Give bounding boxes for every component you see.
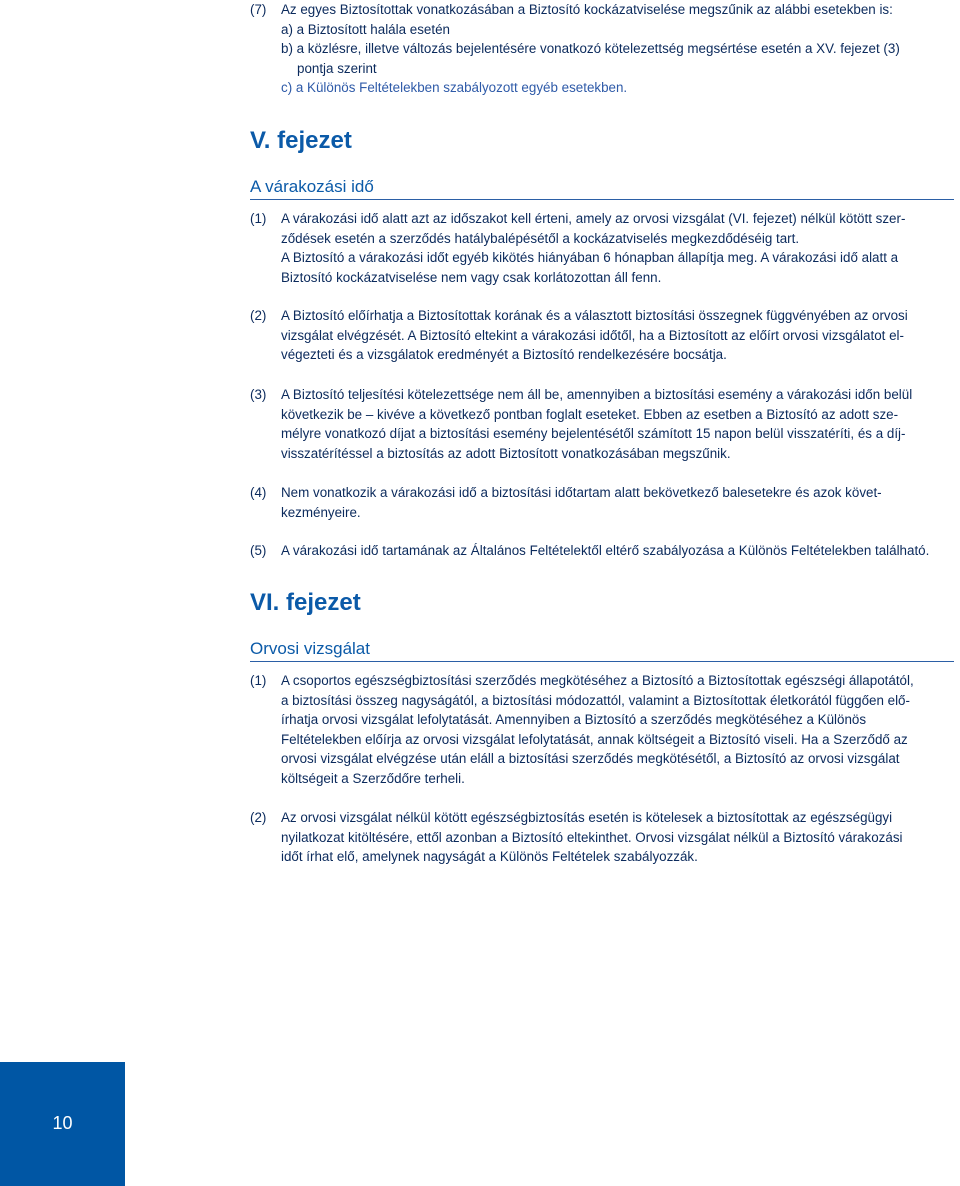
text-line: a biztosítási összeg nagyságától, a biztosítási módozattól, valamint a Biztosítottak életkorától függően elő-	[281, 692, 910, 708]
paragraph-vi-2	[250, 808, 954, 867]
text-line: ződések esetén a szerződés hatálybalépésétől a kockázatviselés megkezdődéséig tart.	[281, 230, 800, 246]
paragraph-vi-1	[250, 671, 954, 789]
text-line: írhatja orvosi vizsgálat lefolytatását. Amennyiben a Biztosító a szerződés megkötéséhez a Különös	[281, 712, 867, 728]
text-line: következik be – kivéve a következő pontban foglalt eseteket. Ebben az esetben a Biztosító az adott sze-	[281, 406, 899, 422]
text-line: A Biztosító teljesítési kötelezettsége nem áll be, amennyiben a biztosítási esemény a várakozási időn belül	[281, 387, 913, 402]
paragraph-text	[281, 0, 954, 98]
section-heading: A várakozási idő	[250, 176, 954, 200]
text-line: költségeit a Szerződőre terheli.	[281, 770, 465, 786]
paragraph-v-2	[250, 306, 954, 365]
text-line: A várakozási idő alatt azt az időszakot kell érteni, amely az orvosi vizsgálat (VI. fejezet) nélkül kötött szer-	[281, 211, 906, 226]
text-line: kezményeire.	[281, 504, 361, 520]
paragraph-v-3	[250, 385, 954, 463]
paragraph-v-1	[250, 209, 954, 287]
text-line: A Biztosító előírhatja a Biztosítottak korának és a választott biztosítási összegnek függvényében az orvosi	[281, 308, 908, 323]
text-line: A csoportos egészségbiztosítási szerződés megkötéséhez a Biztosító a Biztosítottak egészségi állapotától,	[281, 673, 914, 688]
paragraph-number: (2)	[250, 308, 267, 323]
text-line: visszatérítéssel a biztosítás az adott Biztosított vonatkozásában megszűnik.	[281, 445, 731, 461]
text-line: b) a közlésre, illetve változás bejelentésére vonatkozó kötelezettség megsértése esetén a XV. fejezet (3)	[281, 41, 900, 57]
paragraph-7	[250, 0, 954, 98]
paragraph-number: (1)	[250, 673, 267, 688]
section-heading: Orvosi vizsgálat	[250, 638, 954, 662]
paragraph-text	[281, 541, 954, 561]
paragraph-number: (4)	[250, 485, 267, 500]
chapter-title: V. fejezet	[250, 127, 352, 154]
paragraph-v-5	[250, 541, 954, 561]
text-line: A várakozási idő tartamának az Általános Feltételektől eltérő szabályozása a Különös Feltételekben található.	[281, 543, 930, 558]
paragraph-text	[281, 671, 954, 789]
text-line: nyilatkozat kitöltésére, ettől azonban a Biztosító eltekinthet. Orvosi vizsgálat nélkül a Biztosító várakozási	[281, 829, 903, 845]
text-line: mélyre vonatkozó díjat a biztosítási esemény bejelentésétől számított 15 napon belül visszatéríti, és a díj-	[281, 426, 906, 442]
paragraph-number: (2)	[250, 810, 267, 825]
text-line: Biztosító kockázatviselése nem vagy csak korlátozottan áll fenn.	[281, 269, 662, 285]
text-line: Az egyes Biztosítottak vonatkozásában a Biztosító kockázatviselése megszűnik az alábbi esetekben is:	[281, 2, 893, 17]
paragraph-text	[281, 808, 954, 867]
text-line: Az orvosi vizsgálat nélkül kötött egészségbiztosítás esetén is kötelesek a biztosítottak az egészségügyi	[281, 810, 893, 825]
text-line: időt írhat elő, amelynek nagyságát a Különös Feltételek szabályozzák.	[281, 849, 698, 865]
text-line: Nem vonatkozik a várakozási idő a biztosítási időtartam alatt bekövetkező balesetekre és azok követ-	[281, 485, 882, 500]
text-line: c) a Különös Feltételekben szabályozott egyéb esetekben.	[281, 80, 628, 96]
paragraph-number: (3)	[250, 387, 267, 402]
paragraph-text	[281, 385, 954, 463]
paragraph-number: (5)	[250, 543, 267, 558]
paragraph-number: (1)	[250, 211, 267, 226]
paragraph-text	[281, 306, 954, 365]
paragraph-text	[281, 483, 954, 522]
paragraph-v-4	[250, 483, 954, 522]
page-number: 10	[52, 1113, 73, 1133]
chapter-title: VI. fejezet	[250, 589, 361, 616]
text-line: vizsgálat elvégzését. A Biztosító eltekint a várakozási időtől, ha a Biztosított az előírt orvosi vizsgálatot el-	[281, 327, 904, 343]
text-line: A Biztosító a várakozási időt egyéb kikötés hiányában 6 hónapban állapítja meg. A várakozási idő alatt a	[281, 250, 899, 266]
text-line: a) a Biztosított halála esetén	[281, 21, 450, 37]
paragraph-text	[281, 209, 954, 287]
text-line: pontja szerint	[297, 60, 377, 76]
text-line: Feltételekben előírja az orvosi vizsgálat lefolytatását, annak költségeit a Biztosító viseli. Ha a Szerződő az	[281, 731, 908, 747]
text-line: végezteti és a vizsgálatok eredményét a Biztosító rendelkezésére bocsátja.	[281, 347, 727, 363]
text-line: orvosi vizsgálat elvégzése után eláll a biztosítási szerződés megkötésétől, a Biztosító az orvosi vizsgálat	[281, 751, 900, 767]
paragraph-number: (7)	[250, 2, 267, 17]
